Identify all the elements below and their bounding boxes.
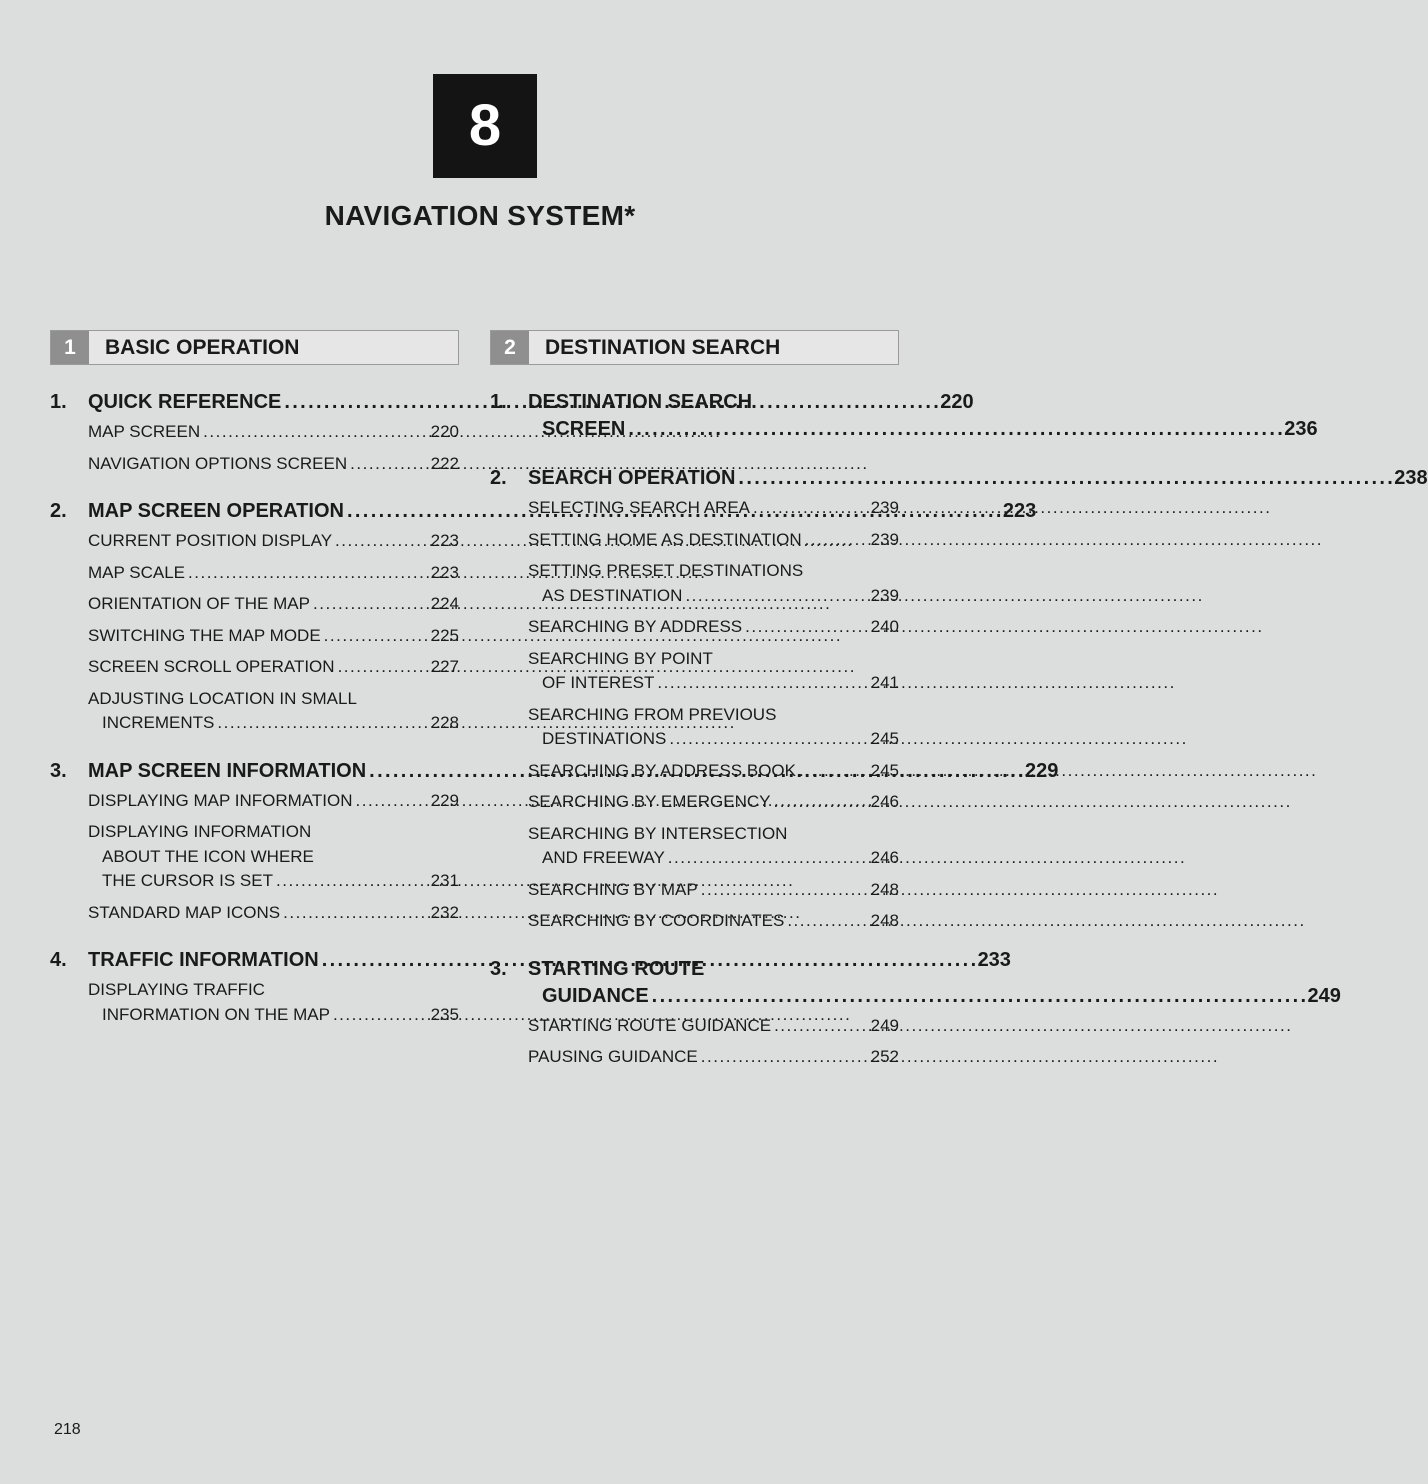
toc-sub-entry-line [88,789,459,814]
dot-leader [652,983,1305,1010]
dot-leader [799,759,868,784]
toc-sub-entry [88,789,459,814]
toc-entry-line [528,983,1341,1010]
toc-sub-entry-page: 246 [870,848,899,867]
toc-sub-entry-page: 249 [870,1015,899,1035]
toc-sub-entry [528,1014,899,1039]
chapter-number-badge: 8 [433,74,537,178]
dot-leader [628,416,1281,443]
toc-sub-entry [88,655,459,680]
toc-entry-page: 233 [977,949,1011,971]
toc-sub-entry [528,878,899,903]
toc-sub-list [50,420,459,476]
toc-sub-entry-line [528,1014,899,1039]
toc-sub-entry-page: 223 [430,531,459,550]
toc-sub-entry-line [88,592,459,617]
dot-leader [773,790,867,815]
toc-entry-body [528,389,1318,443]
toc-entry-number: 4. [50,949,67,971]
toc-sub-entry [88,592,459,617]
toc-sub-list [490,496,899,934]
toc-sub-entry-line [528,1045,899,1070]
toc-sub-entry-text: SETTING PRESET DESTINATIONS [528,561,804,580]
toc-entry-number: 1. [50,391,67,413]
toc-sub-entry-line [88,978,459,1003]
toc-entry-page: 249 [1307,984,1341,1007]
toc-sub-entry-page: 248 [870,879,899,899]
dot-leader [335,529,428,554]
section-title: DESTINATION SEARCH [529,331,898,364]
toc-sub-entry [528,559,899,608]
toc-sub-entry-text: NAVIGATION OPTIONS SCREEN [88,453,348,473]
toc-sub-entry-page: 220 [430,422,459,441]
toc-entry-text: DESTINATION SEARCH [528,391,753,413]
toc-sub-entry-text: ABOUT THE ICON WHERE [102,846,314,866]
toc-sub-entry-text: DESTINATIONS [542,729,667,748]
toc-sub-entry-line [88,420,459,445]
toc-sub-entry-text: SEARCHING BY COORDINATES [528,911,785,930]
toc-sub-entry [528,647,899,696]
toc-sub-entry-page: 225 [430,625,459,645]
toc-sub-entry-text: OF INTEREST [542,673,655,692]
toc-sub-entry-page: 252 [870,1047,899,1066]
toc-sub-entry-line [528,703,899,728]
toc-sub-entry-text: DISPLAYING TRAFFIC [88,980,265,999]
toc-sub-entry-text: STARTING ROUTE GUIDANCE [528,1015,772,1035]
toc-entry-page: 236 [1284,418,1318,440]
toc-entry-body [528,465,1428,492]
toc-entry-text: MAP SCREEN INFORMATION [88,759,367,782]
toc-entry-page: 223 [1002,500,1037,522]
section-header [490,330,899,365]
toc-sub-entry-text: SEARCHING BY ADDRESS [528,617,743,636]
toc-sub-entry-page: 232 [430,902,459,922]
dot-leader [738,465,1391,492]
toc-sub-entry-line [528,671,899,696]
toc-sub-entry [88,561,459,586]
toc-main-entry [490,465,1428,492]
toc-entry-text: MAP SCREEN OPERATION [88,500,344,522]
toc-sub-entry [528,528,899,553]
toc-sub-entry-text: DISPLAYING MAP INFORMATION [88,790,353,810]
toc-sub-entry [528,909,899,934]
toc-sub-entry-page: 239 [870,585,899,605]
toc-sub-entry-line [528,615,899,640]
toc-sub-entry-page: 227 [430,657,459,676]
section-number: 1 [51,331,89,364]
toc-sub-entry [528,496,899,521]
dot-leader [276,869,428,894]
toc-sub-entry-line [528,878,899,903]
dot-leader [203,420,428,445]
dot-leader [774,1014,868,1039]
dot-leader [657,671,867,696]
toc-sub-entry-line [88,624,459,649]
dot-leader [701,878,868,903]
toc-sub-entry-page: 231 [430,871,459,890]
toc-sub-entry-text: THE CURSOR IS SET [102,871,273,890]
toc-sub-entry-text: AS DESTINATION [542,585,683,605]
toc-entry-line [528,465,1428,492]
toc-sub-entry-text: INCREMENTS [102,713,215,732]
toc-sub-entry-line [88,452,459,477]
toc-entry-text: SEARCH OPERATION [528,467,736,489]
dot-leader [324,624,428,649]
toc-sub-entry-text: SEARCHING BY ADDRESS BOOK [528,760,796,780]
toc-sub-entry [88,978,459,1027]
dot-leader [355,789,427,814]
dot-leader [350,452,427,477]
toc-entry-number: 2. [490,467,507,489]
toc-sub-entry-line [88,820,459,845]
toc-sub-entry-text: SEARCHING BY INTERSECTION [528,823,788,843]
toc-sub-entry [88,452,459,477]
toc-sub-entry [528,615,899,640]
toc-sub-entry-line [88,561,459,586]
section-title: BASIC OPERATION [89,331,458,364]
toc-sub-entry [88,624,459,649]
toc-sub-entry-page: 239 [870,498,899,517]
toc-entry-text: GUIDANCE [542,984,649,1007]
toc-sub-entry-text: SETTING HOME AS DESTINATION [528,529,802,549]
toc-sub-entry-text: SEARCHING FROM PREVIOUS [528,704,777,724]
toc-sub-entry-line [528,909,899,934]
toc-entry-number: 2. [50,500,67,522]
dot-leader [217,711,427,736]
toc-sub-entry-text: SEARCHING BY POINT [528,648,713,668]
toc-sub-entry-page: 229 [430,790,459,810]
page-title: NAVIGATION SYSTEM* [324,200,636,231]
toc-sub-entry-text: ADJUSTING LOCATION IN SMALL [88,688,357,708]
toc-sub-entry-line [88,655,459,680]
toc-sub-entry-text: MAP SCREEN [88,422,201,441]
dot-leader [745,615,867,640]
toc-sub-list [50,789,459,926]
toc-sub-list [490,1014,899,1070]
toc-entry-text: QUICK REFERENCE [88,391,282,413]
dot-leader [338,655,428,680]
toc-sub-entry-page: 248 [870,911,899,930]
toc-sub-entry-line [88,845,459,870]
toc-sub-entry-line [528,759,899,784]
toc-sub-entry-page: 245 [870,760,899,780]
toc-sub-entry-text: CURRENT POSITION DISPLAY [88,531,333,550]
dot-leader [333,1003,428,1028]
dot-leader [668,846,868,871]
toc-sub-entry-page: 223 [430,562,459,582]
toc-sub-entry-page: 246 [870,792,899,811]
section-header [50,330,459,365]
toc-sub-entry-page: 239 [870,529,899,549]
toc-sub-entry-text: MAP SCALE [88,562,186,582]
toc-sub-list [50,978,459,1027]
toc-sub-entry-text: INFORMATION ON THE MAP [102,1004,330,1024]
toc-sub-entry-page: 224 [430,594,459,613]
dot-leader [805,528,868,553]
toc-sub-entry [528,790,899,815]
toc-sub-entry-page: 241 [870,673,899,692]
toc-sub-entry-text: SWITCHING THE MAP MODE [88,625,321,645]
toc-sub-entry-line [88,529,459,554]
toc-entry-number: 1. [490,391,507,413]
dot-leader [669,727,867,752]
toc-sub-entry-line [528,846,899,871]
toc-entry-page: 238 [1394,467,1428,489]
toc-sub-entry-page: 245 [870,729,899,748]
toc-entry-line [528,416,1318,443]
toc-sub-entry-text: DISPLAYING INFORMATION [88,822,312,841]
toc-sub-entry-line [528,822,899,847]
toc-sub-entry-line [88,687,459,712]
toc-sub-entry [88,420,459,445]
toc-sub-entry-line [528,559,899,584]
toc-sub-entry-line [528,647,899,672]
toc-entry-line [528,956,1341,983]
toc-sub-entry-line [88,869,459,894]
toc-sub-entry-line [528,727,899,752]
toc-sub-entry-line [88,1003,459,1028]
toc-entry-line [528,389,1318,416]
toc-sub-entry [528,759,899,784]
toc-sub-entry-text: SEARCHING BY EMERGENCY [528,792,771,811]
dot-leader [753,496,868,521]
toc-sub-entry [528,822,899,871]
toc-sub-entry-line [528,496,899,521]
toc-sub-entry-text: AND FREEWAY [542,848,665,867]
toc-entry-page: 229 [1025,759,1059,782]
toc-entry-text: STARTING ROUTE [528,957,705,980]
toc-sub-entry-text: SELECTING SEARCH AREA [528,498,751,517]
page-number: 218 [54,1421,81,1438]
toc-sub-entry-line [88,711,459,736]
toc-sub-entry-line [528,790,899,815]
toc-sub-entry-page: 228 [430,713,459,732]
toc-entry-text: TRAFFIC INFORMATION [88,949,319,971]
toc-sub-entry [88,901,459,926]
dot-leader [313,592,428,617]
toc-sub-entry [88,529,459,554]
toc-sub-entry [528,1045,899,1070]
toc-sub-list [50,529,459,736]
toc-sub-entry-line [528,528,899,553]
toc-sub-entry [528,703,899,752]
toc-sub-entry-page: 235 [430,1004,459,1024]
toc-sub-entry-text: STANDARD MAP ICONS [88,902,281,922]
dot-leader [283,901,428,926]
toc-entry-number: 3. [50,759,67,782]
dot-leader [701,1045,868,1070]
toc-sub-entry [88,687,459,736]
toc-sub-entry-line [528,584,899,609]
toc-sub-entry-text: SEARCHING BY MAP [528,879,698,899]
toc-sub-entry-text: PAUSING GUIDANCE [528,1047,698,1066]
toc-entry-text: SCREEN [542,418,626,440]
toc-entry-body [528,956,1341,1010]
toc-sub-entry-page: 240 [870,617,899,636]
dot-leader [188,561,428,586]
toc-sub-entry-line [88,901,459,926]
toc-entry-page: 220 [940,391,974,413]
section-number: 2 [491,331,529,364]
toc-entry-number: 3. [490,957,507,980]
dot-leader [685,584,867,609]
toc-sub-entry [88,820,459,894]
toc-sub-entry-page: 222 [430,453,459,473]
toc-sub-entry-text: SCREEN SCROLL OPERATION [88,657,335,676]
toc-sub-entry-text: ORIENTATION OF THE MAP [88,594,310,613]
dot-leader [787,909,867,934]
